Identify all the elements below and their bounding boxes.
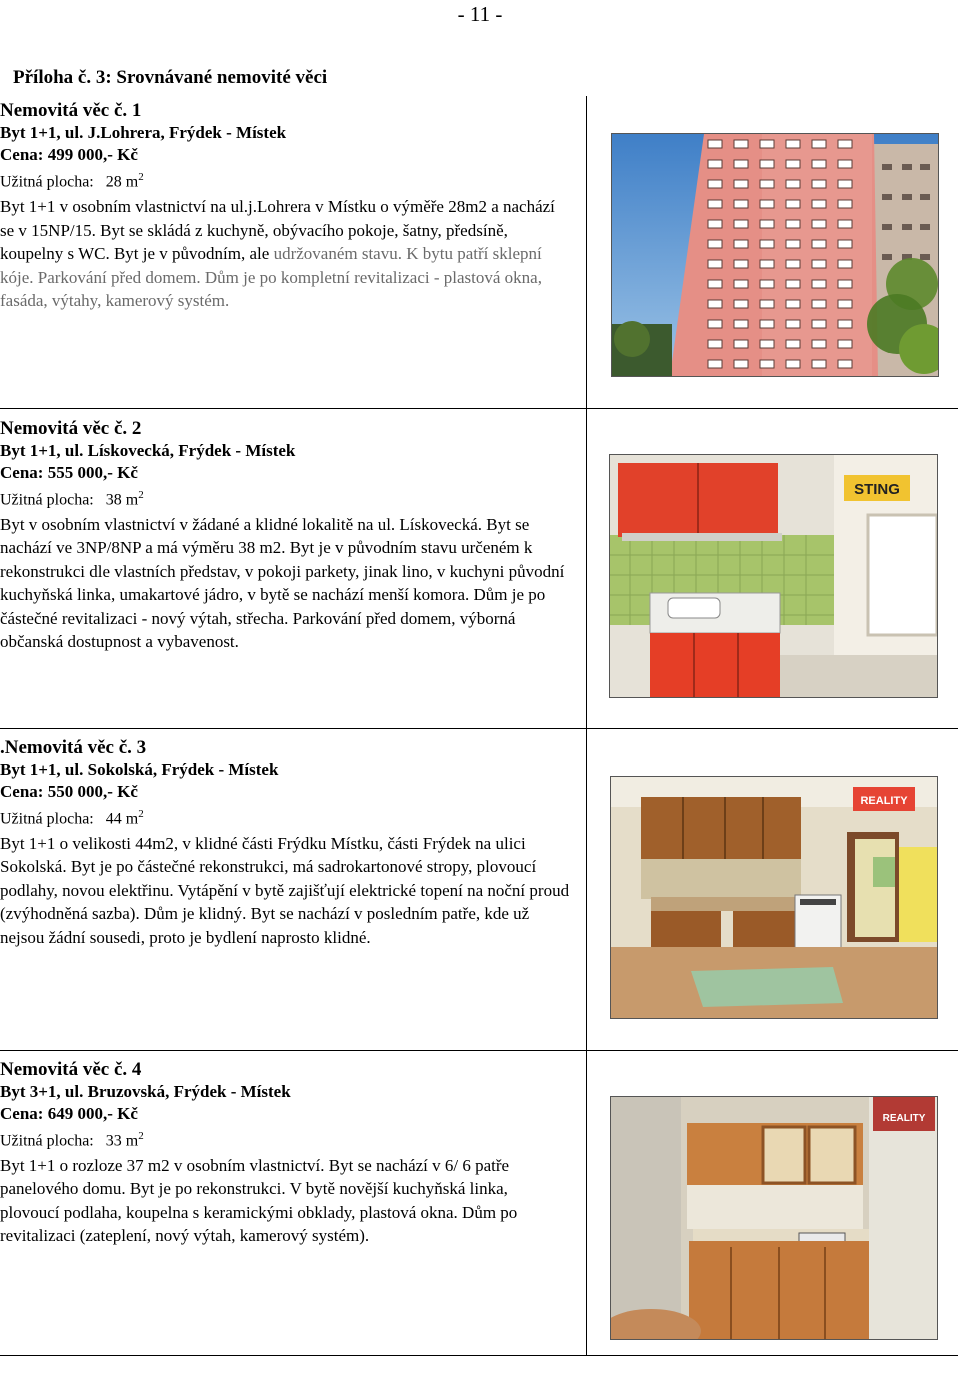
photo-sign: STING — [854, 481, 900, 498]
photo-logo: REALITY — [860, 795, 908, 807]
page-number: - 11 - — [457, 2, 503, 26]
property-description: Byt v osobním vlastnictví v žádané a klidné lokalitě na ul. Lískovecká. Byt se nachází ve 3NP/8NP a má výměru 38 m2. Byt je v původním stavu určeném k rekonstrukci dle vlastních představ, v pokoji parkety, jinak lino, v kuchyni původní kuchyňská linka, umakartové jádro, v bytě se nachází menší komora. Dům je po částečné revitalizaci - nový výtah, střecha. Parkování před domem, výborná občanská dostupnost a vybavenost. — [0, 514, 565, 652]
property-area: Užitná plocha: 33 $m^2$ — [0, 1129, 144, 1149]
property-heading: Nemovitá věc č. 4 — [0, 1058, 142, 1080]
property-text-cell — [0, 408, 586, 728]
property-price: Cena: 550 000,- Kč — [0, 781, 138, 801]
property-price: Cena: 499 000,- Kč — [0, 145, 138, 164]
property-heading: Nemovitá věc č. 1 — [0, 100, 142, 121]
panel-building-photo — [611, 133, 939, 377]
property-text-cell — [0, 728, 586, 1050]
property-subtitle: Byt 1+1, ul. Sokolská, Frýdek - Místek — [0, 759, 279, 779]
property-subtitle: Byt 3+1, ul. Bruzovská, Frýdek - Místek — [0, 1081, 291, 1101]
property-text-cell — [0, 1050, 586, 1355]
section-title: Příloha č. 3: Srovnávané nemovité věci — [13, 67, 328, 88]
property-subtitle: Byt 1+1, ul. J.Lohrera, Frýdek - Místek — [0, 123, 287, 142]
property-heading: Nemovitá věc č. 2 — [0, 417, 142, 439]
property-area: Užitná plocha: 44 $m^2$ — [0, 807, 144, 827]
property-description: Byt 1+1 o rozloze 37 m2 v osobním vlastnictví. Byt se nachází v 6/ 6 patře panelového domu. Byt je po rekonstrukci. V bytě novější kuchyňská linka, plovoucí podlaha, koupelna s keramickými obklady, plastová okna. Dům po revitalizaci (zateplení, nový výtah, kamerový systém). — [0, 1155, 518, 1246]
property-text-cell — [0, 96, 586, 408]
wood-kitchen-photo — [610, 776, 938, 1019]
property-description: Byt 1+1 v osobním vlastnictví na ul.j.Lohrera v Místku o výměře 28m2 a nachází se v 15NP/15. Byt se skládá z kuchyně, obývacího pokoje, šatny, předsíně, koupelny s WC. Byt je v původním, ale udržovaném stavu. K bytu patří sklepní kóje. Parkování před domem. Dům je po kompletní revitalizaci - plastová okna, fasáda, výtahy, kamerový systém. — [0, 197, 555, 311]
cabinet-kitchen-photo — [610, 1096, 938, 1340]
red-kitchen-photo — [609, 454, 938, 698]
property-description: Byt 1+1 o velikosti 44m2, v klidné části Frýdku Místku, části Frýdek na ulici Sokolská. Byt je po částečné rekonstrukci, má sadrokartonové stropy, plovoucí podlahy, novou elektřinu. Vytápění v bytě zajišťují elektrické topení na noční proud (zvýhodněná sazba). Dům je klidný. Byt se nachází v posledním patře, kde už nejsou žádní sousedi, proto je bydlení naprosto klidné. — [0, 833, 570, 947]
property-subtitle: Byt 1+1, ul. Lískovecká, Frýdek - Místek — [0, 440, 296, 460]
property-area: Užitná plocha: 38 $m^2$ — [0, 488, 144, 508]
property-heading: .Nemovitá věc č. 3 — [0, 736, 147, 758]
property-price: Cena: 649 000,- Kč — [0, 1103, 138, 1123]
property-price: Cena: 555 000,- Kč — [0, 462, 138, 482]
property-area: Užitná plocha: 28 $m^2$ — [0, 171, 144, 191]
photo-logo: REALITY — [882, 1113, 926, 1124]
